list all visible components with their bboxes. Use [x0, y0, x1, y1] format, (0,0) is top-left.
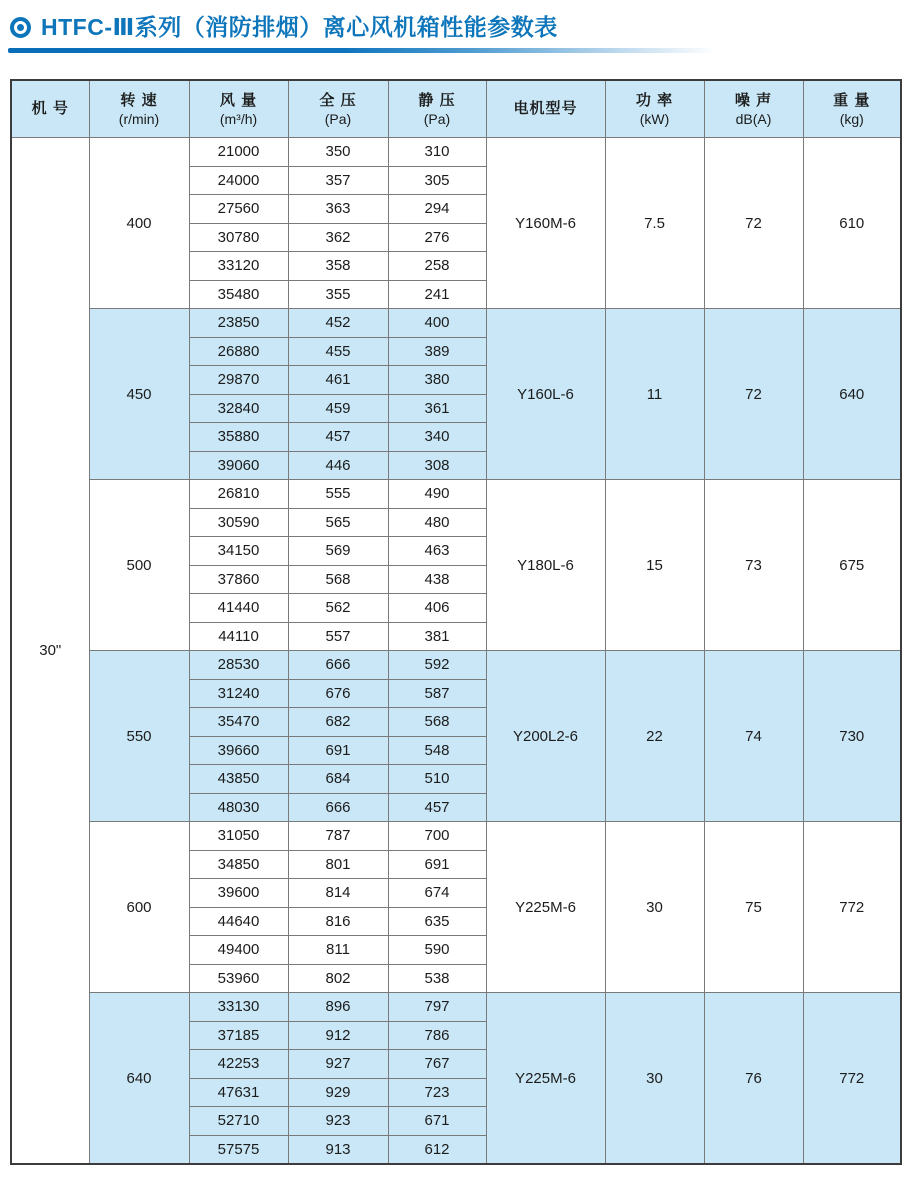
col-header-unit: (Pa) [423, 110, 451, 127]
header-row [11, 80, 901, 138]
total-pressure-cell: 666 [288, 651, 388, 680]
total-pressure-cell: 684 [288, 765, 388, 794]
static-pressure-cell: 241 [388, 280, 486, 309]
static-pressure-cell: 463 [388, 537, 486, 566]
page-header [10, 13, 910, 41]
power-cell: 11 [605, 309, 704, 480]
static-pressure-cell: 380 [388, 366, 486, 395]
flow-cell: 52710 [189, 1107, 288, 1136]
flow-cell: 21000 [189, 138, 288, 167]
static-pressure-cell: 490 [388, 480, 486, 509]
static-pressure-cell: 767 [388, 1050, 486, 1079]
total-pressure-cell: 666 [288, 793, 388, 822]
flow-cell: 28530 [189, 651, 288, 680]
bullseye-icon-dot [17, 24, 24, 31]
bullseye-icon [10, 17, 31, 38]
flow-cell: 31240 [189, 679, 288, 708]
flow-cell: 43850 [189, 765, 288, 794]
table-row [11, 822, 901, 851]
col-header-unit: dB(A) [735, 110, 772, 127]
static-pressure-cell: 406 [388, 594, 486, 623]
col-header-label: 机 号 [31, 100, 69, 117]
power-cell: 22 [605, 651, 704, 822]
weight-cell: 640 [803, 309, 901, 480]
total-pressure-cell: 362 [288, 223, 388, 252]
static-pressure-cell: 587 [388, 679, 486, 708]
total-pressure-cell: 569 [288, 537, 388, 566]
col-header-label: 风 量 [219, 91, 258, 109]
static-pressure-cell: 568 [388, 708, 486, 737]
static-pressure-cell: 305 [388, 166, 486, 195]
weight-cell: 610 [803, 138, 901, 309]
power-cell: 7.5 [605, 138, 704, 309]
page-title: HTFC-Ⅲ系列（消防排烟）离心风机箱性能参数表 [41, 14, 558, 40]
weight-cell: 675 [803, 480, 901, 651]
weight-cell: 772 [803, 822, 901, 993]
flow-cell: 31050 [189, 822, 288, 851]
motor-model-cell: Y180L-6 [486, 480, 605, 651]
static-pressure-cell: 674 [388, 879, 486, 908]
power-cell: 15 [605, 480, 704, 651]
col-header-motor-model [486, 80, 605, 138]
total-pressure-cell: 923 [288, 1107, 388, 1136]
total-pressure-cell: 568 [288, 565, 388, 594]
col-header-total-pressure [288, 80, 388, 138]
flow-cell: 35480 [189, 280, 288, 309]
machine-no-cell: 30" [11, 138, 89, 1165]
static-pressure-cell: 361 [388, 394, 486, 423]
noise-cell: 72 [704, 138, 803, 309]
speed-cell: 500 [89, 480, 189, 651]
total-pressure-cell: 457 [288, 423, 388, 452]
static-pressure-cell: 700 [388, 822, 486, 851]
speed-cell: 600 [89, 822, 189, 993]
table-row [11, 138, 901, 167]
motor-model-cell: Y200L2-6 [486, 651, 605, 822]
total-pressure-cell: 459 [288, 394, 388, 423]
noise-cell: 74 [704, 651, 803, 822]
static-pressure-cell: 510 [388, 765, 486, 794]
flow-cell: 39600 [189, 879, 288, 908]
col-header-label: 噪 声 [734, 91, 773, 109]
col-header-machine-no [11, 80, 89, 138]
motor-model-cell: Y160L-6 [486, 309, 605, 480]
total-pressure-cell: 896 [288, 993, 388, 1022]
col-header-label: 转 速 [120, 91, 158, 109]
static-pressure-cell: 612 [388, 1135, 486, 1164]
flow-cell: 47631 [189, 1078, 288, 1107]
flow-cell: 37860 [189, 565, 288, 594]
static-pressure-cell: 548 [388, 736, 486, 765]
flow-cell: 39060 [189, 451, 288, 480]
static-pressure-cell: 340 [388, 423, 486, 452]
total-pressure-cell: 452 [288, 309, 388, 338]
total-pressure-cell: 363 [288, 195, 388, 224]
total-pressure-cell: 801 [288, 850, 388, 879]
total-pressure-cell: 811 [288, 936, 388, 965]
col-header-unit: (r/min) [118, 110, 160, 127]
total-pressure-cell: 814 [288, 879, 388, 908]
flow-cell: 24000 [189, 166, 288, 195]
total-pressure-cell: 787 [288, 822, 388, 851]
total-pressure-cell: 350 [288, 138, 388, 167]
col-header-label: 全 压 [319, 91, 357, 109]
total-pressure-cell: 555 [288, 480, 388, 509]
flow-cell: 33130 [189, 993, 288, 1022]
static-pressure-cell: 797 [388, 993, 486, 1022]
speed-cell: 640 [89, 993, 189, 1165]
static-pressure-cell: 786 [388, 1021, 486, 1050]
total-pressure-cell: 562 [288, 594, 388, 623]
flow-cell: 37185 [189, 1021, 288, 1050]
col-header-weight [803, 80, 901, 138]
static-pressure-cell: 590 [388, 936, 486, 965]
flow-cell: 48030 [189, 793, 288, 822]
motor-model-cell: Y225M-6 [486, 822, 605, 993]
static-pressure-cell: 592 [388, 651, 486, 680]
motor-model-cell: Y225M-6 [486, 993, 605, 1165]
col-header-label: 功 率 [635, 91, 674, 109]
total-pressure-cell: 913 [288, 1135, 388, 1164]
col-header-unit: (kg) [839, 110, 864, 127]
total-pressure-cell: 357 [288, 166, 388, 195]
flow-cell: 39660 [189, 736, 288, 765]
speed-cell: 550 [89, 651, 189, 822]
col-header-label: 静 压 [418, 91, 456, 109]
total-pressure-cell: 816 [288, 907, 388, 936]
total-pressure-cell: 446 [288, 451, 388, 480]
static-pressure-cell: 276 [388, 223, 486, 252]
col-header-label: 电机型号 [513, 100, 578, 117]
col-header-label: 重 量 [833, 91, 871, 109]
flow-cell: 44110 [189, 622, 288, 651]
total-pressure-cell: 358 [288, 252, 388, 281]
static-pressure-cell: 438 [388, 565, 486, 594]
flow-cell: 23850 [189, 309, 288, 338]
col-header-unit: (kW) [639, 110, 670, 127]
total-pressure-cell: 455 [288, 337, 388, 366]
static-pressure-cell: 258 [388, 252, 486, 281]
total-pressure-cell: 802 [288, 964, 388, 993]
power-cell: 30 [605, 822, 704, 993]
total-pressure-cell: 676 [288, 679, 388, 708]
total-pressure-cell: 682 [288, 708, 388, 737]
total-pressure-cell: 929 [288, 1078, 388, 1107]
fan-performance-table [10, 79, 902, 1165]
static-pressure-cell: 635 [388, 907, 486, 936]
static-pressure-cell: 457 [388, 793, 486, 822]
static-pressure-cell: 723 [388, 1078, 486, 1107]
flow-cell: 29870 [189, 366, 288, 395]
noise-cell: 72 [704, 309, 803, 480]
flow-cell: 26880 [189, 337, 288, 366]
flow-cell: 35470 [189, 708, 288, 737]
col-header-unit: (m³/h) [219, 110, 258, 127]
flow-cell: 30780 [189, 223, 288, 252]
power-cell: 30 [605, 993, 704, 1165]
static-pressure-cell: 480 [388, 508, 486, 537]
col-header-unit: (Pa) [324, 110, 352, 127]
table-row [11, 309, 901, 338]
flow-cell: 42253 [189, 1050, 288, 1079]
flow-cell: 49400 [189, 936, 288, 965]
flow-cell: 44640 [189, 907, 288, 936]
flow-cell: 35880 [189, 423, 288, 452]
speed-cell: 400 [89, 138, 189, 309]
col-header-noise [704, 80, 803, 138]
total-pressure-cell: 557 [288, 622, 388, 651]
motor-model-cell: Y160M-6 [486, 138, 605, 309]
flow-cell: 32840 [189, 394, 288, 423]
static-pressure-cell: 294 [388, 195, 486, 224]
static-pressure-cell: 538 [388, 964, 486, 993]
col-header-power [605, 80, 704, 138]
weight-cell: 772 [803, 993, 901, 1165]
static-pressure-cell: 671 [388, 1107, 486, 1136]
static-pressure-cell: 310 [388, 138, 486, 167]
weight-cell: 730 [803, 651, 901, 822]
total-pressure-cell: 355 [288, 280, 388, 309]
col-header-airflow [189, 80, 288, 138]
noise-cell: 75 [704, 822, 803, 993]
noise-cell: 73 [704, 480, 803, 651]
col-header-static-pressure [388, 80, 486, 138]
flow-cell: 33120 [189, 252, 288, 281]
speed-cell: 450 [89, 309, 189, 480]
total-pressure-cell: 565 [288, 508, 388, 537]
flow-cell: 34150 [189, 537, 288, 566]
col-header-speed [89, 80, 189, 138]
flow-cell: 27560 [189, 195, 288, 224]
noise-cell: 76 [704, 993, 803, 1165]
flow-cell: 30590 [189, 508, 288, 537]
static-pressure-cell: 308 [388, 451, 486, 480]
table-row [11, 651, 901, 680]
table-row [11, 993, 901, 1022]
flow-cell: 57575 [189, 1135, 288, 1164]
flow-cell: 26810 [189, 480, 288, 509]
flow-cell: 41440 [189, 594, 288, 623]
static-pressure-cell: 389 [388, 337, 486, 366]
table-row [11, 480, 901, 509]
total-pressure-cell: 927 [288, 1050, 388, 1079]
static-pressure-cell: 400 [388, 309, 486, 338]
total-pressure-cell: 912 [288, 1021, 388, 1050]
flow-cell: 53960 [189, 964, 288, 993]
total-pressure-cell: 691 [288, 736, 388, 765]
static-pressure-cell: 381 [388, 622, 486, 651]
flow-cell: 34850 [189, 850, 288, 879]
total-pressure-cell: 461 [288, 366, 388, 395]
static-pressure-cell: 691 [388, 850, 486, 879]
title-underline [8, 48, 753, 53]
